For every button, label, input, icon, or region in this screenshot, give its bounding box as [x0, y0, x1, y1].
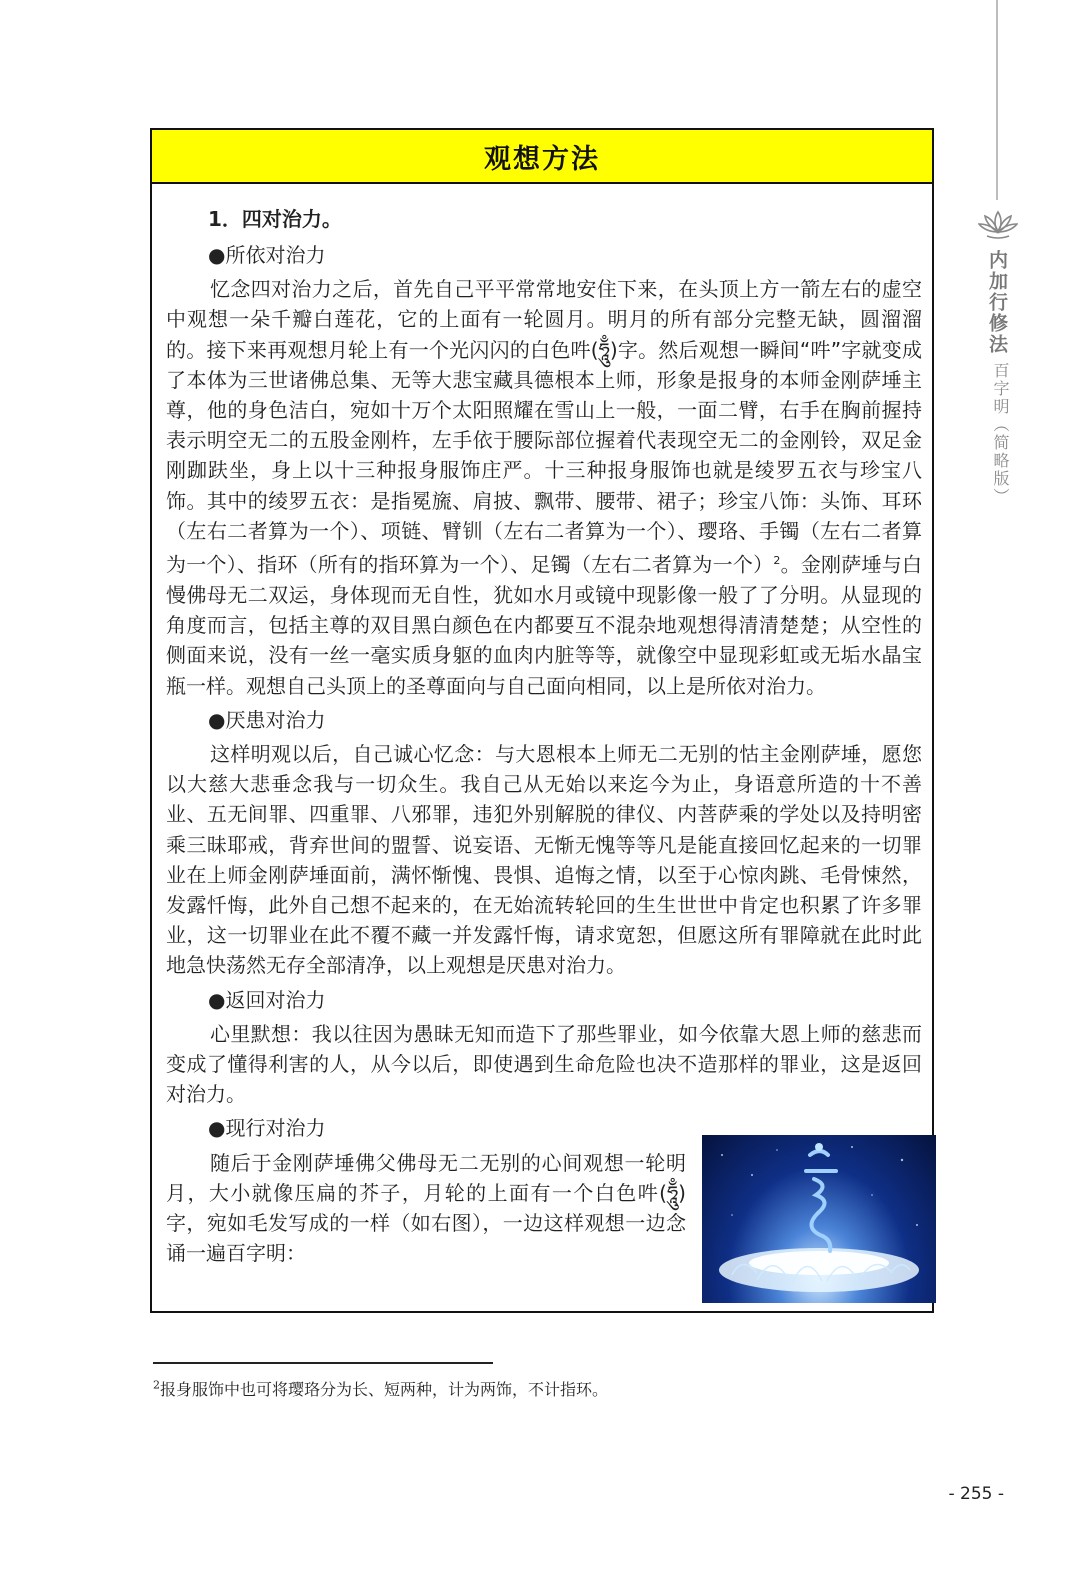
paragraph-2: 这样明观以后，自己诚心忆念：与大恩根本上师无二无别的怙主金刚萨埵，愿您以大慈大悲垂念我与一切众生。我自己从无始以来迄今为止，身语意所造的十不善业、五无间罪、四重罪、八邪罪，违犯外别解脱的律仪、内菩萨乘的学处以及持明密乘三昧耶戒，背弃世间的盟誓、说妄语、无惭无愧等等凡是能直接回忆起来的一切罪业在上师金刚萨埵面前，满怀惭愧、畏惧、追悔之情，以至于心惊肉跳、毛骨悚然，发露忏悔，此外自己想不起来的，在无始流转轮回的生生世世中肯定也积累了许多罪业，这一切罪业在此不覆不藏一并发露忏悔，请求宽恕，但愿这所有罪障就在此时此地急快荡然无存全部清净，以上观想是厌患对治力。 [166, 741, 922, 978]
footnote-ref[interactable]: 2 [773, 554, 781, 568]
footnote [153, 1377, 608, 1400]
paragraph-3: 心里默想：我以往因为愚昧无知而造下了那些罪业，如今依靠大恩上师的慈悲而变成了懂得利害的人，从今以后，即使遇到生命危险也决不造那样的罪业，这是返回对治力。 [166, 1021, 922, 1107]
box-title: 观想方法 [484, 143, 600, 175]
footnote-number: 2 [153, 1378, 160, 1392]
section-heading: 1．四对治力。 [208, 207, 342, 231]
section-4 [166, 1113, 686, 1268]
side-subtitle: 百字明（简略版） [991, 362, 1010, 506]
lotus-icon [978, 208, 1018, 242]
side-title: 内加行修法 [986, 250, 1008, 355]
paragraph-1-text: 忆念四对治力之后，首先自己平平常常地安住下来，在头顶上方一箭左右的虚空中观想一朵千瓣白莲花，它的上面有一轮圆月。明月的所有部分完整无缺，圆溜溜的。接下来再观想月轮上有一个光闪闪的白色吽(ཧཱུྃ)字。然后观想一瞬间“吽”字就变成了本体为三世诸佛总集、无等大悲宝藏具德根本上师，形象是报身的本师金刚萨埵主尊，他的身色洁白，宛如十万个太阳照耀在雪山上一般，一面二臂，右手在胸前握持表示明空无二的五股金刚杵，左手依于腰际部位握着代表现空无二的金刚铃，双足金刚跏趺坐，身上以十三种报身服饰庄严。十三种报身服饰也就是绫罗五衣与珍宝八饰。其中的绫罗五衣：是指冕旒、肩披、飘带、腰带、裙子；珍宝八饰：头饰、耳环（左右二者算为一个）、项链、臂钏（左右二者算为一个）、璎珞、手镯（左右二者算为一个）、指环（所有的指环算为一个）、足镯（左右二者算为一个） [166, 277, 922, 577]
paragraph-1-text-2: 。金刚萨埵与白慢佛母无二双运，身体现而无自性，犹如水月或镜中现影像一般了了分明。从显现的角度而言，包括主尊的双目黑白颜色在内都要互不混杂地观想得清清楚楚；从空性的侧面来说，没有一丝一毫实质身躯的血肉内脏等等，就像空中显现彩虹或无垢水晶宝瓶一样。观想自己头顶上的圣尊面向与自己面向相同，以上是所依对治力。 [166, 552, 923, 698]
box-content [152, 184, 932, 1268]
subheading-4: ●现行对治力 [208, 1116, 326, 1141]
content-box [150, 128, 934, 1313]
hum-syllable-image [702, 1135, 936, 1303]
title-bar [152, 130, 932, 184]
side-rule [996, 0, 998, 200]
footnote-text: 报身服饰中也可将璎珞分为长、短两种，计为两饰，不计指环。 [160, 1380, 609, 1399]
paragraph-4: 随后于金刚萨埵佛父佛母无二无别的心间观想一轮明月，大小就像压扁的芥子，月轮的上面有一个白色吽(ཧཱུྃ)字，宛如毛发写成的一样（如右图），一边这样观想一边念诵一遍百字明： [166, 1150, 686, 1266]
subheading-3: ●返回对治力 [208, 987, 326, 1012]
subheading-2: ●厌患对治力 [208, 707, 326, 732]
subheading-1: ●所依对治力 [208, 243, 326, 267]
hum-syllable-illustration [702, 1135, 936, 1303]
footnote-rule [153, 1362, 493, 1364]
page-number: - 255 - [948, 1484, 1004, 1504]
paragraph-1 [166, 274, 922, 701]
